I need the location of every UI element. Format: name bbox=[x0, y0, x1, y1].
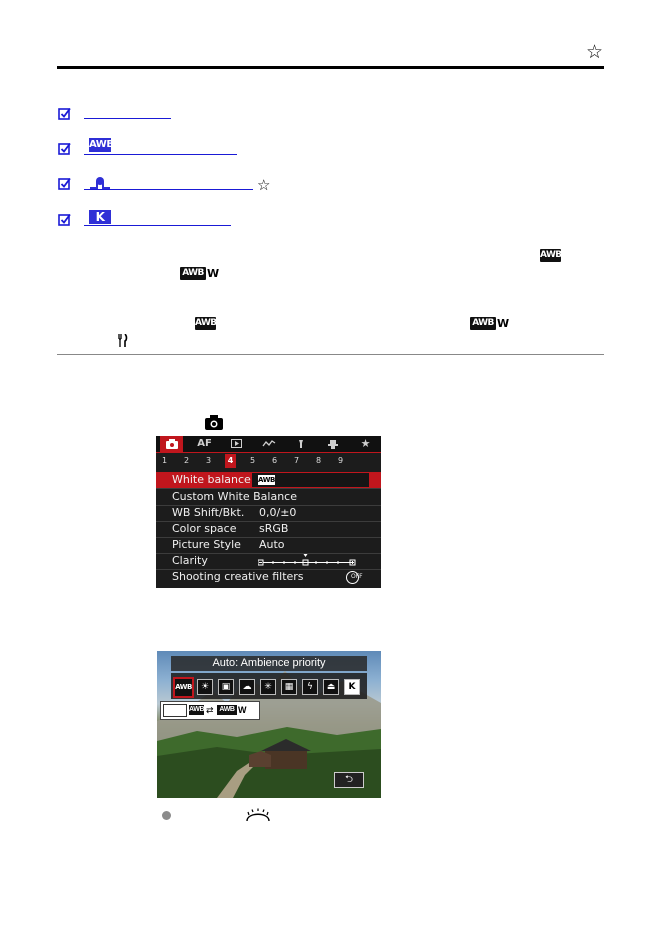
menu-item-value: 0,0/±0 bbox=[259, 506, 297, 519]
awb-icon: AWB bbox=[258, 476, 275, 484]
menu-item-custom-white-balance[interactable] bbox=[156, 489, 381, 506]
menu-item-label: Clarity bbox=[172, 554, 208, 567]
menu-item-picture-style[interactable] bbox=[156, 537, 381, 554]
awbw-icon: AWB bbox=[217, 705, 237, 715]
checkbox-icon bbox=[58, 177, 71, 190]
wb-mode-title: Auto: Ambience priority bbox=[171, 656, 367, 671]
bullet-icon bbox=[162, 811, 171, 820]
page-4[interactable]: 4 bbox=[225, 454, 236, 468]
tab-playback[interactable] bbox=[225, 436, 248, 452]
page-6[interactable]: 6 bbox=[271, 456, 278, 465]
wb-preset-custom-icon[interactable]: ⏏ bbox=[323, 679, 339, 695]
page-1[interactable]: 1 bbox=[161, 456, 168, 465]
tab-shooting[interactable] bbox=[160, 436, 183, 452]
menu-item-clarity[interactable] bbox=[156, 553, 381, 570]
menu-item-creative-filters[interactable] bbox=[156, 569, 381, 585]
wb-preset-flash-icon[interactable]: ϟ bbox=[302, 679, 318, 695]
menu-item-label: Picture Style bbox=[172, 538, 241, 551]
white-balance-screen-screenshot bbox=[157, 651, 381, 798]
camera-menu-screenshot bbox=[156, 436, 381, 588]
camera-icon bbox=[205, 415, 223, 430]
main-dial-icon bbox=[245, 808, 271, 822]
header-rule bbox=[57, 66, 604, 69]
checklist-link-4[interactable] bbox=[84, 225, 231, 226]
menu-item-color-space[interactable] bbox=[156, 521, 381, 538]
star-outline-icon: ☆ bbox=[257, 177, 271, 194]
awb-icon: AWB bbox=[189, 706, 205, 713]
fork-knife-icon bbox=[118, 334, 128, 347]
checklist-link-1[interactable] bbox=[84, 118, 171, 119]
page-2[interactable]: 2 bbox=[183, 456, 190, 465]
menu-item-wb-shift[interactable] bbox=[156, 505, 381, 522]
menu-item-label: Shooting creative filters bbox=[172, 570, 304, 583]
clarity-scale bbox=[258, 553, 356, 569]
wb-preset-awb[interactable]: AWB bbox=[173, 677, 194, 698]
awb-icon: AWB bbox=[540, 250, 562, 260]
awb-mode-selector[interactable] bbox=[160, 701, 260, 720]
wb-preset-daylight-icon[interactable]: ☀ bbox=[197, 679, 213, 695]
checklist-link-2[interactable] bbox=[84, 154, 237, 155]
page-8[interactable]: 8 bbox=[315, 456, 322, 465]
tab-af[interactable]: AF bbox=[197, 438, 212, 449]
section-divider bbox=[57, 354, 604, 355]
tab-wireless[interactable] bbox=[257, 436, 280, 452]
menu-tabs bbox=[156, 436, 381, 452]
checkbox-icon bbox=[58, 213, 71, 226]
awbw-icon: AWB bbox=[470, 317, 496, 330]
page-7[interactable]: 7 bbox=[293, 456, 300, 465]
menu-item-label: White balance bbox=[172, 473, 251, 486]
menu-pages bbox=[156, 454, 381, 468]
wb-preset-strip bbox=[171, 673, 367, 699]
return-icon[interactable]: ⮌ bbox=[334, 772, 364, 788]
wb-preset-shade-icon[interactable]: ▣ bbox=[218, 679, 234, 695]
tab-setup[interactable] bbox=[289, 436, 312, 452]
page-3[interactable]: 3 bbox=[205, 456, 212, 465]
custom-wb-icon bbox=[88, 176, 112, 190]
filter-off-label: OFF bbox=[351, 573, 363, 580]
wb-preset-tungsten-icon[interactable]: ✳ bbox=[260, 679, 276, 695]
awb-icon: AWB bbox=[195, 318, 217, 328]
page-5[interactable]: 5 bbox=[249, 456, 256, 465]
menu-item-value: Auto bbox=[259, 538, 285, 551]
menu-item-label: Color space bbox=[172, 522, 237, 535]
awbw-icon: AWB bbox=[180, 267, 206, 280]
star-outline-icon: ☆ bbox=[586, 42, 604, 63]
awbw-suffix: W bbox=[238, 705, 247, 715]
awbw-suffix: W bbox=[497, 317, 510, 330]
awbw-suffix: W bbox=[207, 267, 220, 280]
checklist-link-3[interactable] bbox=[84, 189, 253, 190]
page-9[interactable]: 9 bbox=[337, 456, 344, 465]
menu-item-value: sRGB bbox=[259, 522, 289, 535]
wb-preset-fluorescent-icon[interactable]: ▦ bbox=[281, 679, 297, 695]
checkbox-icon bbox=[58, 142, 71, 155]
menu-item-label: WB Shift/Bkt. bbox=[172, 506, 245, 519]
wb-preset-kelvin-icon[interactable]: K bbox=[344, 679, 360, 695]
tab-custom-functions[interactable] bbox=[321, 436, 344, 452]
tab-my-menu[interactable]: ★ bbox=[360, 437, 371, 450]
checkbox-icon bbox=[58, 107, 71, 120]
toggle-arrow-icon: ⇄ bbox=[206, 705, 214, 715]
menu-item-label: Custom White Balance bbox=[172, 490, 297, 503]
color-temperature-k-icon: K bbox=[89, 210, 111, 224]
awb-icon: AWB bbox=[89, 139, 114, 150]
tab-underline bbox=[156, 452, 381, 453]
info-button-icon bbox=[163, 704, 187, 717]
wb-preset-cloudy-icon[interactable]: ☁ bbox=[239, 679, 255, 695]
menu-item-white-balance[interactable] bbox=[156, 472, 381, 489]
